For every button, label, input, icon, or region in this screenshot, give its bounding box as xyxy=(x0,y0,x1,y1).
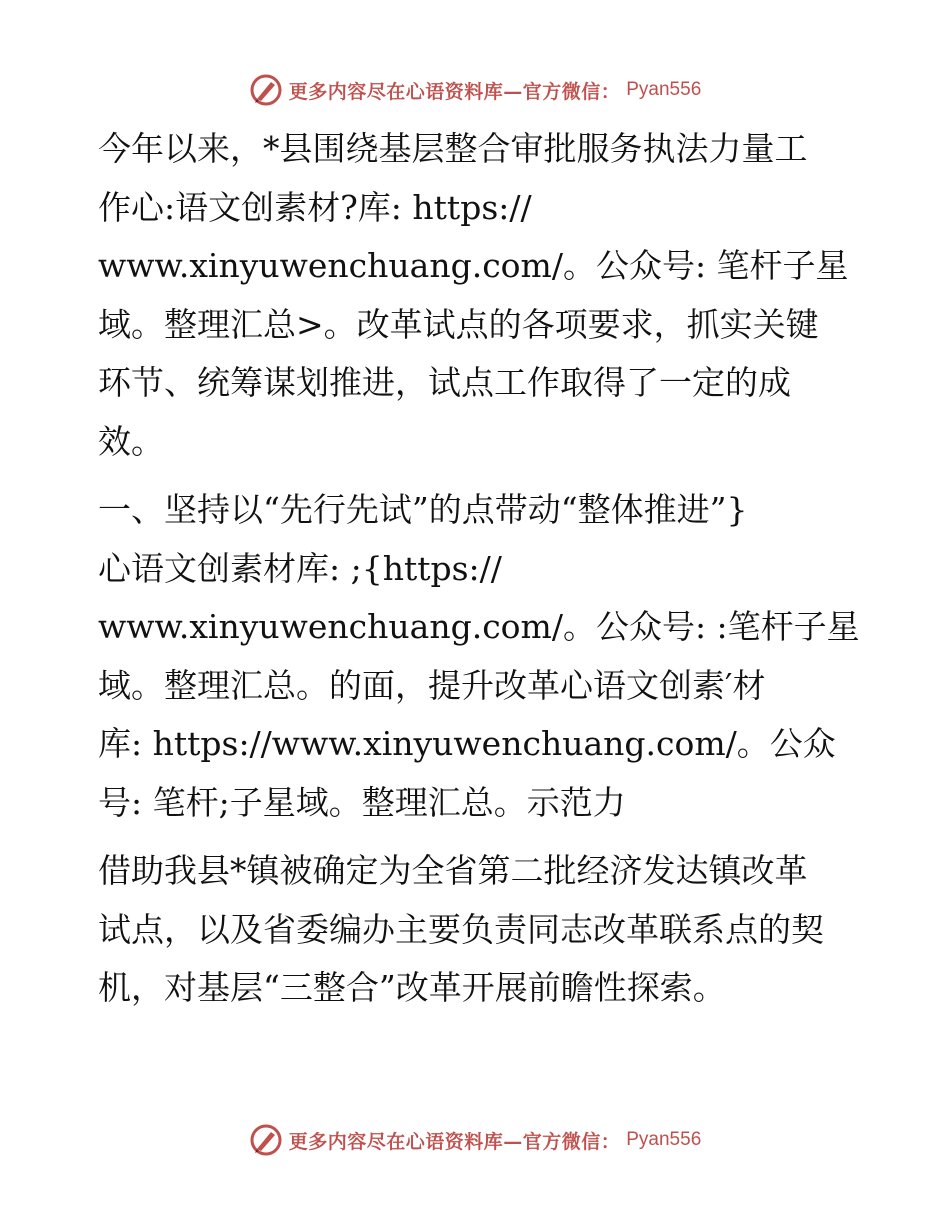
text-line: 试点，以及省委编办主要负责同志改革联系点的契 xyxy=(98,909,824,949)
text-line: 今年以来，*县围绕基层整合审批服务执法力量工 xyxy=(98,129,808,168)
header-banner-text: 更多内容尽在心语资料库—官方微信： xyxy=(288,80,621,103)
text-line: 环节、统筹谋划推进，试点工作取得了一定的成 xyxy=(98,363,791,402)
text-line: 域。整理汇总>。改革试点的各项要求，抓实关键 xyxy=(98,304,819,344)
header-wechat-id: Pyan556 xyxy=(626,79,702,100)
text-line: 号: 笔杆;子星域。整理汇总。示范力 xyxy=(98,782,626,822)
text-line: 一、坚持以“先行先试”的点带动“整体推进”} xyxy=(98,490,748,529)
text-line: 库: https://www.xinyuwenchuang.com/。公众 xyxy=(98,724,836,763)
text-line: www.xinyuwenchuang.com/。公众号: :笔杆子星 xyxy=(98,607,860,646)
footer-banner xyxy=(0,1120,950,1160)
document-body xyxy=(98,120,858,1028)
text-line: www.xinyuwenchuang.com/。公众号: 笔杆子星 xyxy=(98,246,849,285)
text-line: 域。整理汇总。的面，提升改革心语文创素′材 xyxy=(98,665,766,705)
pen-logo-icon xyxy=(249,73,283,107)
text-line: 作心:语文创素材?库: https:// xyxy=(98,187,532,227)
pen-logo-icon xyxy=(249,1123,283,1157)
paragraph-1 xyxy=(98,120,858,471)
text-line: 心语文创素材库: ;{https:// xyxy=(98,548,502,588)
paragraph-2 xyxy=(98,481,858,832)
text-line: 效。 xyxy=(98,421,164,461)
text-line: 借助我县*镇被确定为全省第二批经济发达镇改革 xyxy=(98,851,808,890)
footer-wechat-id: Pyan556 xyxy=(626,1129,702,1150)
text-line: 机，对基层“三整合”改革开展前瞻性探索。 xyxy=(98,968,726,1007)
footer-banner-text: 更多内容尽在心语资料库—官方微信： xyxy=(288,1130,621,1153)
paragraph-3 xyxy=(98,842,858,1018)
header-banner xyxy=(0,70,950,110)
